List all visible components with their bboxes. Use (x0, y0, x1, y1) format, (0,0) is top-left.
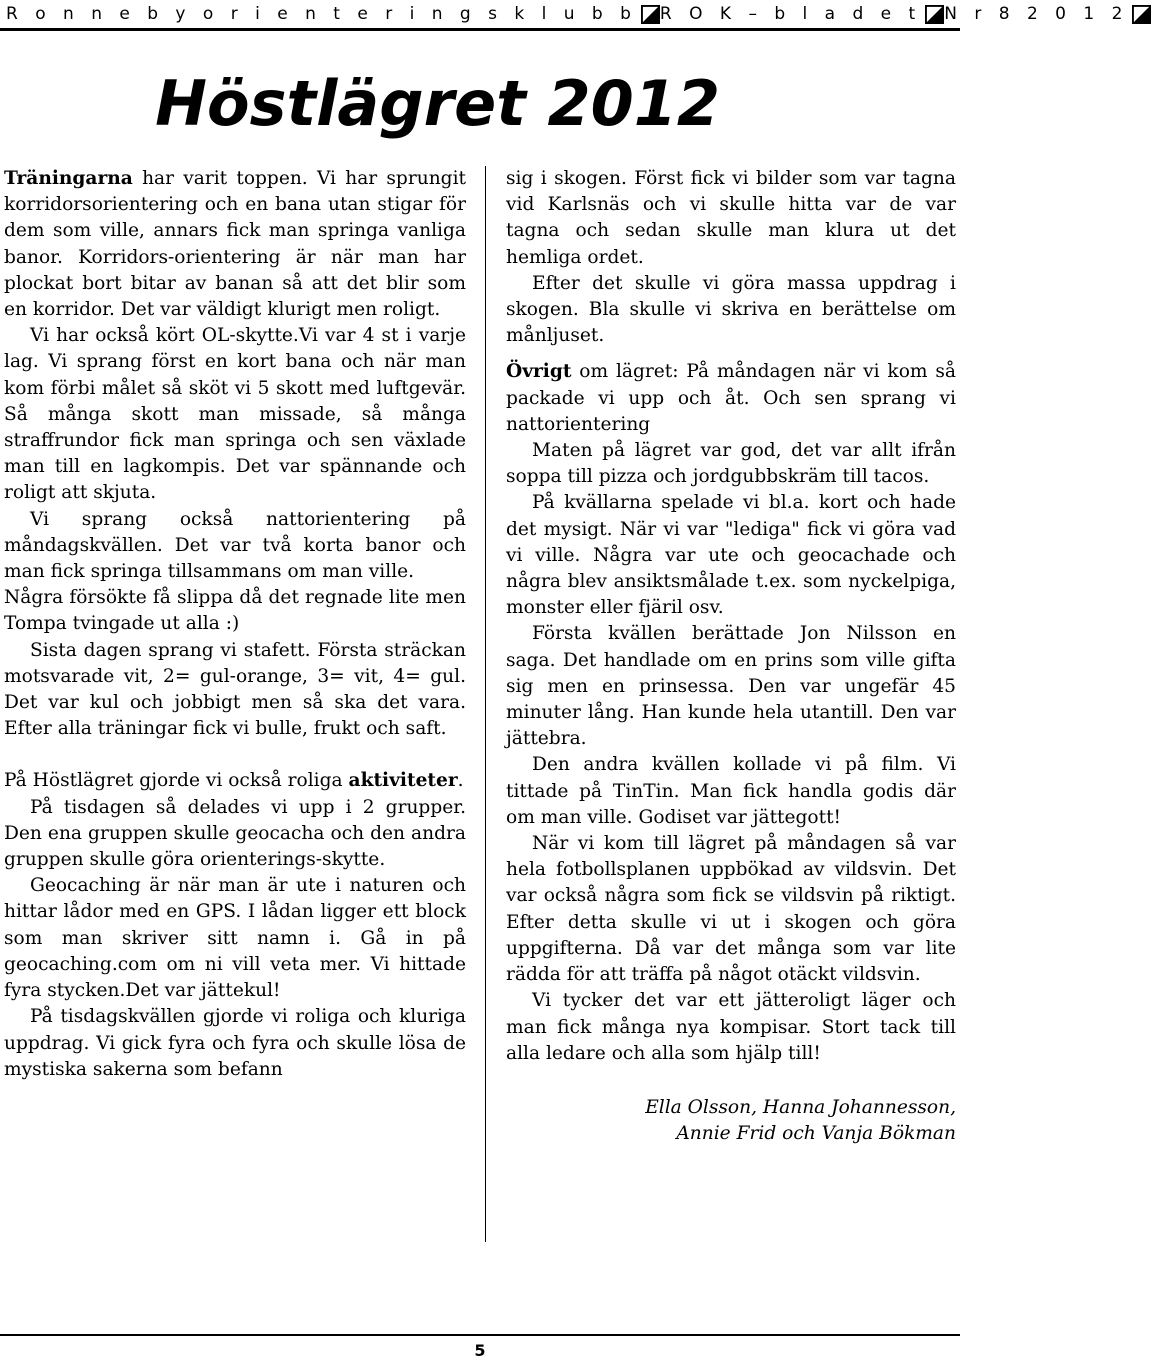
club-name: R o n n e b y o r i e n t e r i n g s k l u b b (6, 4, 637, 24)
page-number: 5 (474, 1341, 486, 1360)
magazine-name: R O K – b l a d e t (659, 4, 922, 24)
check-box-icon (1132, 5, 1151, 24)
paragraph: Träningarna har varit toppen. Vi har sprungit korridorsorientering och en bana utan stigar för dem som ville, annars fick man springa vanliga banor. Korridors-orientering är när man har plockat bort bitar av banan så att det blir som en korridor. Det var väldigt klurigt men roligt. (4, 168, 466, 321)
footer-divider (0, 1334, 960, 1336)
header-divider (0, 28, 960, 31)
issue-number: N r 8 2 0 1 2 (944, 4, 1129, 24)
running-header (0, 0, 1129, 28)
paragraph: Efter det skulle vi göra massa uppdrag i skogen. Bla skulle vi skriva en berättelse om månljuset. (506, 272, 956, 347)
paragraph: Första kvällen berättade Jon Nilsson en saga. Det handlade om en prins som ville gifta sig men en prinsessa. Den var ungefär 45 minuter lång. Han kunde hela utantill. Den var jättebra. (506, 623, 956, 750)
left-column (4, 166, 466, 1083)
check-box-icon (641, 5, 660, 24)
article-title: Höstlägret 2012 (155, 67, 720, 140)
paragraph: Sista dagen sprang vi stafett. Första sträckan motsvarade vit, 2= gul-orange, 3= vit, 4= gul. Det var kul och jobbigt men så ska det vara. Efter alla träningar fick vi bulle, frukt och saft. (4, 639, 466, 740)
signature: Ella Olsson, Hanna Johannesson, Annie Frid och Vanja Bökman (645, 1096, 956, 1145)
right-column (506, 166, 956, 1147)
paragraph: Övrigt om lägret: På måndagen när vi kom så packade vi upp och åt. Och sen sprang vi nattorientering (506, 361, 956, 435)
paragraph: Några försökte få slippa då det regnade lite men Tompa tvingade ut alla :) (4, 587, 466, 635)
paragraph: På kvällarna spelade vi bl.a. kort och hade det mysigt. När vi var "lediga" fick vi göra vad vi ville. Några var ute och geocachade och några blev ansiktsmålade t.ex. som nyckelpiga, monster eller fjäril osv. (506, 492, 956, 619)
paragraph: sig i skogen. Först fick vi bilder som var tagna vid Karlsnäs och vi skulle hitta var de var tagna och sedan skulle man klura ut det hemliga ordet. (506, 168, 956, 268)
check-box-icon (925, 5, 944, 24)
paragraph: Vi tycker det var ett jätteroligt läger och man fick många nya kompisar. Stort tack till alla ledare och alla som hjälp till! (506, 990, 956, 1064)
paragraph: Vi har också kört OL-skytte.Vi var 4 st i varje lag. Vi sprang först en kort bana och när man kom förbi målet så sköt vi 5 skott med luftgevär. Så många skott man missade, så många straffrundor fick man springa och sen växlade man till en lagkompis. Det var spännande och roligt att skjuta. (4, 325, 466, 504)
paragraph: När vi kom till lägret på måndagen så var hela fotbollsplanen uppbökad av vildsvin. Det var också några som fick se vildsvin på riktigt. Efter detta skulle vi ut i skogen och göra uppgifterna. Då var det många som var lite rädda för att träffa på något otäckt vildsvin. (506, 833, 956, 986)
paragraph: På Höstlägret gjorde vi också roliga aktiviteter. (4, 770, 464, 792)
paragraph: Den andra kvällen kollade vi på film. Vi tittade på TinTin. Man fick handla godis där om man ville. Godiset var jättegott! (506, 754, 956, 828)
paragraph: Vi sprang också nattorientering på måndagskvällen. Det var två korta banor och man fick springa tillsammans om man ville. (4, 508, 466, 583)
paragraph: På tisdagskvällen gjorde vi roliga och kluriga uppdrag. Vi gick fyra och fyra och skulle lösa de mystiska sakerna som befann (4, 1006, 466, 1080)
column-divider (485, 166, 486, 1242)
paragraph: På tisdagen så delades vi upp i 2 grupper. Den ena gruppen skulle geocacha och den andra gruppen skulle göra orienterings-skytte. (4, 796, 466, 871)
paragraph: Maten på lägret var god, det var allt ifrån soppa till pizza och jordgubbskräm till tacos. (506, 440, 956, 488)
paragraph: Geocaching är när man är ute i naturen och hittar lådor med en GPS. I lådan ligger ett block som man skriver sitt namn i. Gå in på geocaching.com om ni vill veta mer. Vi hittade fyra stycken.Det var jättekul! (4, 875, 466, 1002)
